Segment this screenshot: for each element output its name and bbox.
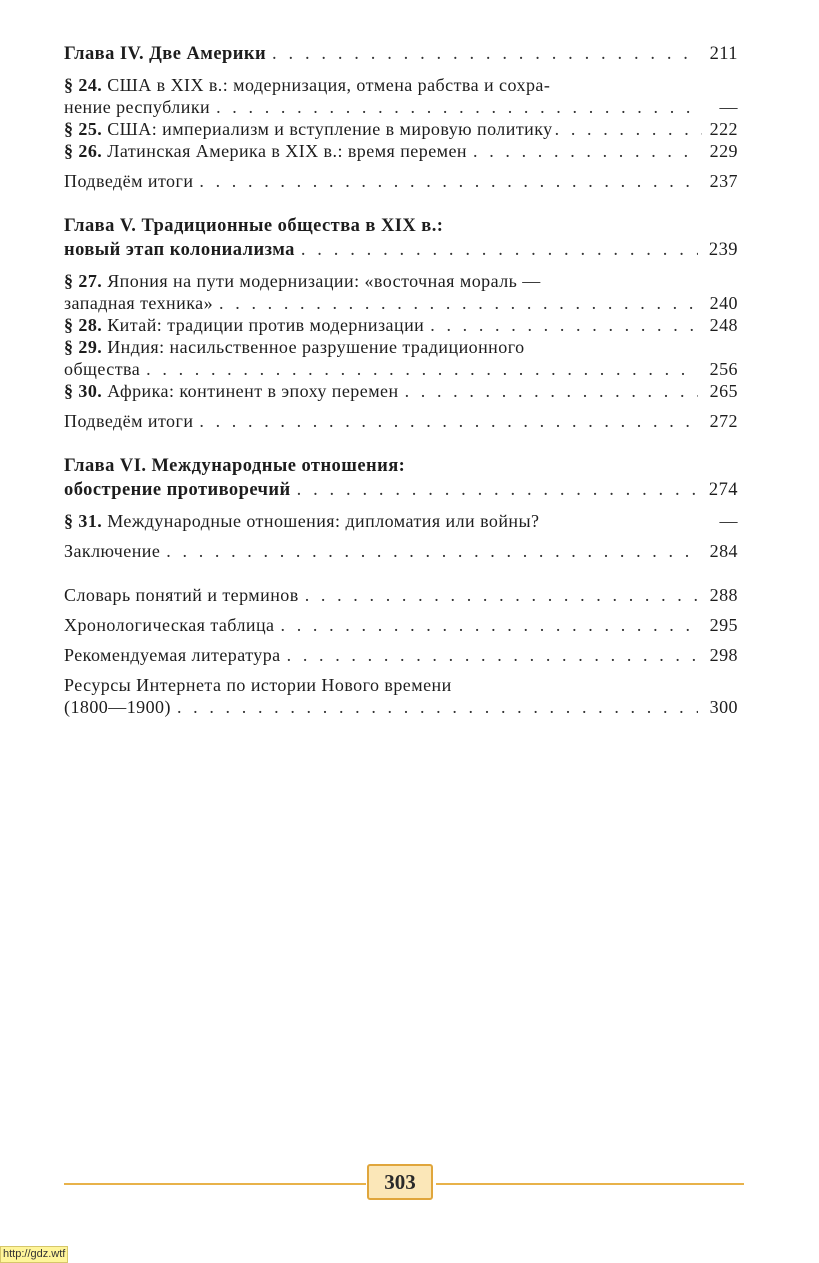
entry-page: 239: [708, 240, 738, 260]
table-of-contents: [64, 42, 738, 718]
section-number: § 26.: [64, 141, 103, 161]
entry-page: 240: [709, 293, 738, 313]
toc-entry-section-28: [64, 314, 738, 336]
section-number: § 31.: [64, 511, 103, 531]
dot-leader: [166, 540, 698, 562]
entry-page: 284: [709, 541, 738, 561]
entry-page: 237: [709, 171, 738, 191]
entry-title: Индия: насильственное разрушение традиционного: [107, 337, 525, 357]
entry-page: 300: [709, 697, 738, 717]
toc-entry-chapter-4: [64, 42, 738, 66]
dot-leader: [430, 314, 698, 336]
entry-title: Глава IV. Две Америки: [64, 44, 267, 64]
entry-title: Глава VI. Международные отношения:: [64, 456, 406, 476]
dot-leader: [287, 644, 698, 666]
toc-entry-section-24: [64, 74, 738, 118]
toc-entry-chapter-5: [64, 214, 738, 262]
entry-title: Словарь понятий и терминов: [64, 585, 299, 605]
entry-page: —: [719, 511, 738, 531]
entry-page: 295: [709, 615, 738, 635]
dot-leader: [305, 584, 698, 606]
entry-page: 265: [709, 381, 738, 401]
toc-entry-internet-resources: [64, 674, 738, 718]
entry-page: 256: [709, 359, 738, 379]
entry-page: 229: [709, 141, 738, 161]
toc-entry-glossary: [64, 584, 738, 606]
entry-title-cont: западная техника»: [64, 293, 214, 313]
entry-page: 274: [708, 480, 738, 500]
dot-leader: [177, 696, 698, 718]
entry-title: Международные отношения: дипломатия или войны?: [107, 511, 540, 531]
entry-title-cont: нение республики: [64, 97, 211, 117]
section-number: § 29.: [64, 337, 103, 357]
entry-page: 288: [709, 585, 738, 605]
entry-title: Хронологическая таблица: [64, 615, 275, 635]
entry-title: Рекомендуемая литература: [64, 645, 281, 665]
dot-leader: [297, 478, 698, 502]
entry-page: 211: [709, 44, 738, 64]
toc-entry-chronology: [64, 614, 738, 636]
page-number: 303: [367, 1164, 433, 1200]
entry-title: Китай: традиции против модернизации: [107, 315, 425, 335]
entry-title: США в XIX в.: модернизация, отмена рабства и сохра-: [107, 75, 551, 95]
footer-rule-right: [436, 1183, 744, 1185]
entry-title: Латинская Америка в XIX в.: время перемен: [107, 141, 467, 161]
toc-entry-summary-5: [64, 410, 738, 432]
entry-title-cont: (1800—1900): [64, 697, 171, 717]
entry-page: 222: [709, 119, 738, 139]
dot-leader: [272, 42, 698, 66]
entry-title: Япония на пути модернизации: «восточная мораль —: [107, 271, 541, 291]
watermark-link[interactable]: http://gdz.wtf: [0, 1246, 68, 1263]
dot-leader: [216, 96, 698, 118]
entry-title: Африка: континент в эпоху перемен: [107, 381, 399, 401]
dot-leader: [405, 380, 698, 402]
entry-page: —: [719, 97, 738, 117]
entry-title: Ресурсы Интернета по истории Нового времени: [64, 675, 452, 695]
entry-title-cont: общества: [64, 359, 141, 379]
entry-title: Заключение: [64, 541, 161, 561]
entry-page: 248: [709, 315, 738, 335]
toc-entry-summary-4: [64, 170, 738, 192]
page-footer: [64, 1163, 744, 1203]
toc-entry-section-26: [64, 140, 738, 162]
entry-title: Подведём итоги: [64, 411, 194, 431]
dot-leader: [199, 170, 698, 192]
toc-entry-section-30: [64, 380, 738, 402]
entry-page: 298: [709, 645, 738, 665]
dot-leader: [146, 358, 698, 380]
toc-entry-section-31: [64, 510, 738, 532]
entry-title: Глава V. Традиционные общества в XIX в.:: [64, 216, 444, 236]
footer-rule-left: [64, 1183, 366, 1185]
dot-leader: [301, 238, 698, 262]
dot-leader: [473, 140, 698, 162]
toc-entry-chapter-6: [64, 454, 738, 502]
entry-title: Подведём итоги: [64, 171, 194, 191]
dot-leader: [219, 292, 698, 314]
dot-leader: [281, 614, 699, 636]
dot-leader: [199, 410, 698, 432]
toc-entry-conclusion: [64, 540, 738, 562]
entry-title-cont: новый этап колониализма: [64, 240, 295, 260]
toc-entry-section-25: [64, 118, 738, 140]
section-number: § 25.: [64, 119, 103, 139]
dot-leader: [555, 118, 702, 140]
section-number: § 30.: [64, 381, 103, 401]
entry-title: США: империализм и вступление в мировую политику: [107, 119, 553, 139]
toc-entry-literature: [64, 644, 738, 666]
section-number: § 27.: [64, 271, 103, 291]
toc-entry-section-29: [64, 336, 738, 380]
entry-page: 272: [709, 411, 738, 431]
entry-title-cont: обострение противоречий: [64, 480, 291, 500]
section-number: § 24.: [64, 75, 103, 95]
toc-entry-section-27: [64, 270, 738, 314]
section-number: § 28.: [64, 315, 103, 335]
